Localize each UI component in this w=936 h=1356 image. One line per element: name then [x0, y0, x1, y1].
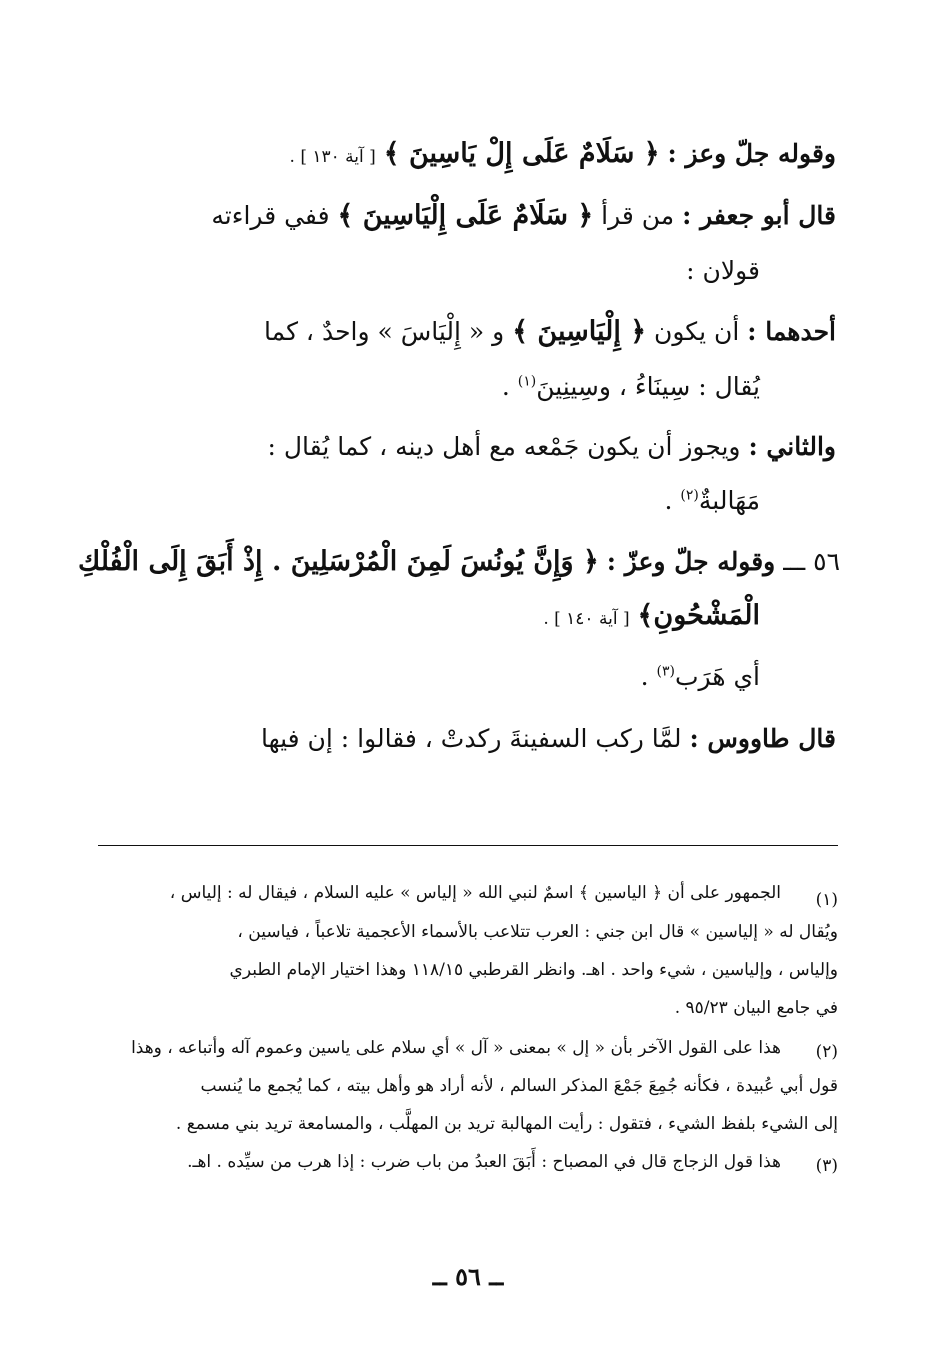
- line4-text-b: و « إِلْيَاسَ » واحدٌ ، كما: [264, 317, 505, 346]
- text-line-1: [100, 140, 836, 167]
- line2-text-a: من قرأ: [601, 201, 675, 230]
- footnote-2-line-3: إلى الشيء بلفظ الشيء ، فتقول : رأيت المهالبة تريد بن المهلَّب ، والمسامعة تريد بني مسمع .: [175, 1114, 838, 1134]
- line6-label: والثاني :: [748, 432, 836, 461]
- line10-text: أي هَرَب: [675, 662, 760, 691]
- line8-verse: ﴿ وَإِنَّ يُونُسَ لَمِنَ الْمُرْسَلِينَ . إِذْ أَبَقَ إِلَى الْفُلْكِ: [77, 546, 599, 577]
- footnote-2-line-1: هذا على القول الآخر بأن « إل » بمعنى « آل » أي سلام على ياسين وعموم آله وأتباعه ، وهذا: [131, 1038, 781, 1058]
- footnote-separator: [98, 845, 838, 846]
- line10-end: .: [640, 662, 657, 691]
- footnote-ref-1[interactable]: (١): [517, 373, 537, 390]
- text-line-6: [100, 434, 836, 459]
- line11-label: قال طاووس :: [689, 724, 836, 753]
- line11-text: لمَّا ركب السفينةَ ركدتْ ، فقالوا : إن فيها: [260, 724, 682, 753]
- text-line-5: [100, 374, 760, 399]
- line8-label: وقوله جلّ وعزّ :: [606, 547, 776, 576]
- line1-verse: ﴿ سَلَامٌ عَلَى إِلْ يَاسِينَ ﴾: [383, 138, 660, 169]
- footnote-3-line-1: هذا قول الزجاج قال في المصباح : أَبَقَ العبدُ من باب ضرب : إذا هرب من سيِّده . اهـ.: [187, 1152, 781, 1172]
- line2-speaker: قال أبو جعفر :: [682, 201, 836, 230]
- line7-text: مَهَالبةٌ: [698, 486, 760, 515]
- line4-label: أحدهما :: [747, 317, 836, 346]
- line9-ref: [ آية ١٤٠ ] .: [543, 609, 630, 629]
- footnote-ref-3[interactable]: (٣): [656, 663, 676, 680]
- footnote-1-number: (١): [815, 890, 838, 910]
- footnote-2-line-2: قول أبي عُبيدة ، فكأنه جُمِعَ جَمْعَ المذكر السالم ، لأنه أراد هو وأهل بيته ، كما يُجمع ما يُنسب: [200, 1076, 838, 1096]
- line3-text: قولان :: [686, 256, 760, 285]
- footnote-1-line-4: في جامع البيان ٩٥/٢٣ .: [674, 998, 838, 1018]
- footnote-1-line-1: الجمهور على أن ﴿ الياسين ﴾ اسمٌ لنبي الله « إلياس » عليه السلام ، فيقال له : إلياس ،: [169, 883, 781, 903]
- text-line-9: [100, 602, 760, 629]
- text-line-11: [100, 726, 836, 751]
- line1-ref: [ آية ١٣٠ ] .: [289, 147, 376, 167]
- line2-verse: ﴿ سَلَامٌ عَلَى إِلْيَاسِينَ ﴾: [337, 200, 594, 231]
- text-line-2: [100, 202, 836, 229]
- text-line-8: [77, 546, 840, 577]
- text-line-10: [100, 664, 760, 689]
- line2-text-b: ففي قراءته: [211, 201, 330, 230]
- text-line-7: [100, 488, 760, 513]
- line5-end: .: [501, 372, 518, 401]
- line4-verse: ﴿ إِلْيَاسِينَ ﴾: [512, 316, 647, 347]
- line7-end: .: [664, 486, 681, 515]
- line1-label: وقوله جلّ وعز :: [667, 139, 836, 168]
- line6-text: ويجوز أن يكون جَمْعه مع أهل دينه ، كما يُقال :: [267, 432, 741, 461]
- text-line-4: [100, 318, 836, 345]
- footnote-3-number: (٣): [815, 1156, 838, 1176]
- entry-number: ٥٦ ـــ: [783, 547, 840, 576]
- line4-text-a: أن يكون: [654, 317, 740, 346]
- footnote-1-line-3: وإلياس ، وإلياسين ، شيء واحد . اهـ. وانظر القرطبي ١١٨/١٥ وهذا اختيار الإمام الطبري: [229, 960, 838, 980]
- footnote-1-line-2: ويُقال له « إلياسين » قال ابن جني : العرب تتلاعب بالأسماء الأعجمية تلاعباً ، فياسين ،: [237, 922, 838, 942]
- line5-text: يُقال : سِينَاءُ ، وسِينِينَ: [536, 372, 760, 401]
- page-number: ــ ٥٦ ــ: [432, 1262, 504, 1291]
- line9-verse: الْمَشْحُونِ﴾: [637, 600, 760, 631]
- footnote-ref-2[interactable]: (٢): [680, 487, 699, 504]
- text-line-3: [100, 258, 760, 283]
- footnote-2-number: (٢): [815, 1042, 838, 1062]
